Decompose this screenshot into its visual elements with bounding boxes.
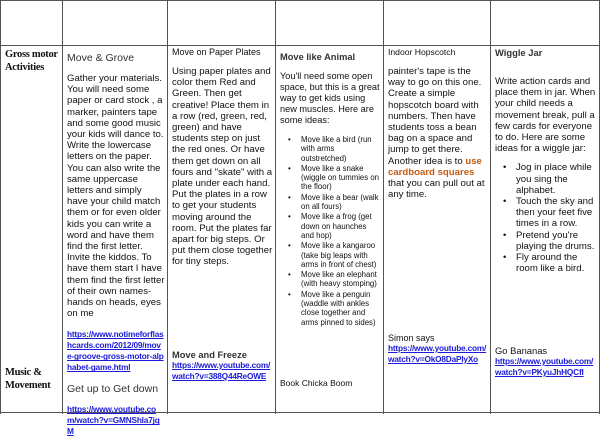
music-link[interactable]: https://www.youtube.com/watch?v=GMNShla7jqM xyxy=(67,404,160,437)
music-simon-says xyxy=(388,333,488,365)
animal-ideas-list xyxy=(280,135,381,327)
table-border xyxy=(0,45,600,46)
list-item: • Move like an elephant (with heavy stomping) xyxy=(280,270,381,289)
list-item: • Jog in place while you sing the alphabet. xyxy=(495,162,598,196)
music-title: Simon says xyxy=(388,333,435,343)
table-border xyxy=(0,0,1,414)
activity-indoor-hopscotch xyxy=(388,47,488,200)
list-item: • Move like a kangaroo (take big leaps with arms in front of chest) xyxy=(280,241,381,269)
list-item: • Move like a bird (run with arms outstretched) xyxy=(280,135,381,163)
activity-link[interactable]: https://www.notimeforflashcards.com/2012/09/move-groove-gross-motor-alphabet-game.html xyxy=(67,329,164,373)
table-border xyxy=(62,0,63,414)
list-item: • Pretend you're playing the drums. xyxy=(495,230,598,252)
music-link[interactable]: https://www.youtube.com/watch?v=388Q44ReOWE xyxy=(172,360,271,381)
list-item: • Fly around the room like a bird. xyxy=(495,252,598,274)
music-title: Go Bananas xyxy=(495,345,548,356)
table-border xyxy=(490,0,491,414)
table-border xyxy=(275,0,276,414)
activity-move-grove xyxy=(67,52,165,437)
music-book-chicka-boom xyxy=(280,378,381,388)
activity-move-like-animal xyxy=(280,52,381,328)
activity-wiggle-jar xyxy=(495,47,598,274)
music-link[interactable]: https://www.youtube.com/watch?v=PKyuJhHQCfI xyxy=(495,356,594,377)
table-border xyxy=(167,0,168,414)
activity-title: Move on Paper Plates xyxy=(172,47,261,57)
music-title: Get up to Get down xyxy=(67,383,159,396)
music-link[interactable]: https://www.youtube.com/watch?v=OkO8DaPlyXo xyxy=(388,343,487,364)
music-title: Move and Freeze xyxy=(172,350,247,360)
activity-description: painter's tape is the way to go on this one. Create a simple hopscotch board with numbers. Then have students toss a bean bag on a space and jump to get there. Another idea is to use cardboard squares that you can pull out at any time. xyxy=(388,66,485,201)
list-item: • Move like a snake (wiggle on tummies on the floor) xyxy=(280,164,381,192)
activity-title: Move & Grove xyxy=(67,52,135,64)
activity-title: Wiggle Jar xyxy=(495,47,543,58)
activity-description: Write action cards and place them in jar. When your child needs a movement break, pull a few cards for everyone to do. Here are some ideas for a wiggle jar: xyxy=(495,76,596,155)
activity-paper-plates xyxy=(172,47,273,268)
list-item: • Touch the sky and then your feet five times in a row. xyxy=(495,196,598,230)
wiggle-ideas-list xyxy=(495,162,598,274)
table-border xyxy=(0,0,600,1)
music-title: Book Chicka Boom xyxy=(280,378,353,388)
music-go-bananas xyxy=(495,345,598,378)
list-item: • Move like a bear (walk on all fours) xyxy=(280,193,381,212)
row-label-music-movement: Music & Movement xyxy=(5,367,51,391)
row-label-gross-motor: Gross motor Activities xyxy=(5,49,58,73)
activity-description: Gather your materials. You will need some paper or card stock , a marker, painters tape and some good music your kids will dance to. Write the lowercase letters on the paper. You can also write the same uppercase letters and simply have your child match them or for even older kids you can write a word and have them find the first letter. Invite the kiddos. To have them start I have them find the first letter of their own names- hands on heads, eyes on me xyxy=(67,73,165,320)
activity-description: Using paper plates and color them Red and Green. Then get creative! Place them in a row (red, green, red, green) and have students step on just the red ones. Or have them get down on all fours and "skate" with a plate under each hand. Put the plates in a row to get your students moving around the room. Put the plates far apart for big steps. Or put them close together for tiny steps. xyxy=(172,66,273,268)
activity-title: Indoor Hopscotch xyxy=(388,47,456,57)
highlight-text: use cardboard squares xyxy=(388,155,482,178)
activity-title: Move like Animal xyxy=(280,52,356,62)
music-move-freeze xyxy=(172,350,275,382)
list-item: • Move like a frog (get down on haunches and hop) xyxy=(280,212,381,240)
list-item: • Move like a penguin (waddle with ankles close together and arms pinned to sides) xyxy=(280,290,381,327)
activity-description: You'll need some open space, but this is a great way to get kids using new muscles. Here are some ideas: xyxy=(280,71,380,125)
table-border xyxy=(383,0,384,414)
